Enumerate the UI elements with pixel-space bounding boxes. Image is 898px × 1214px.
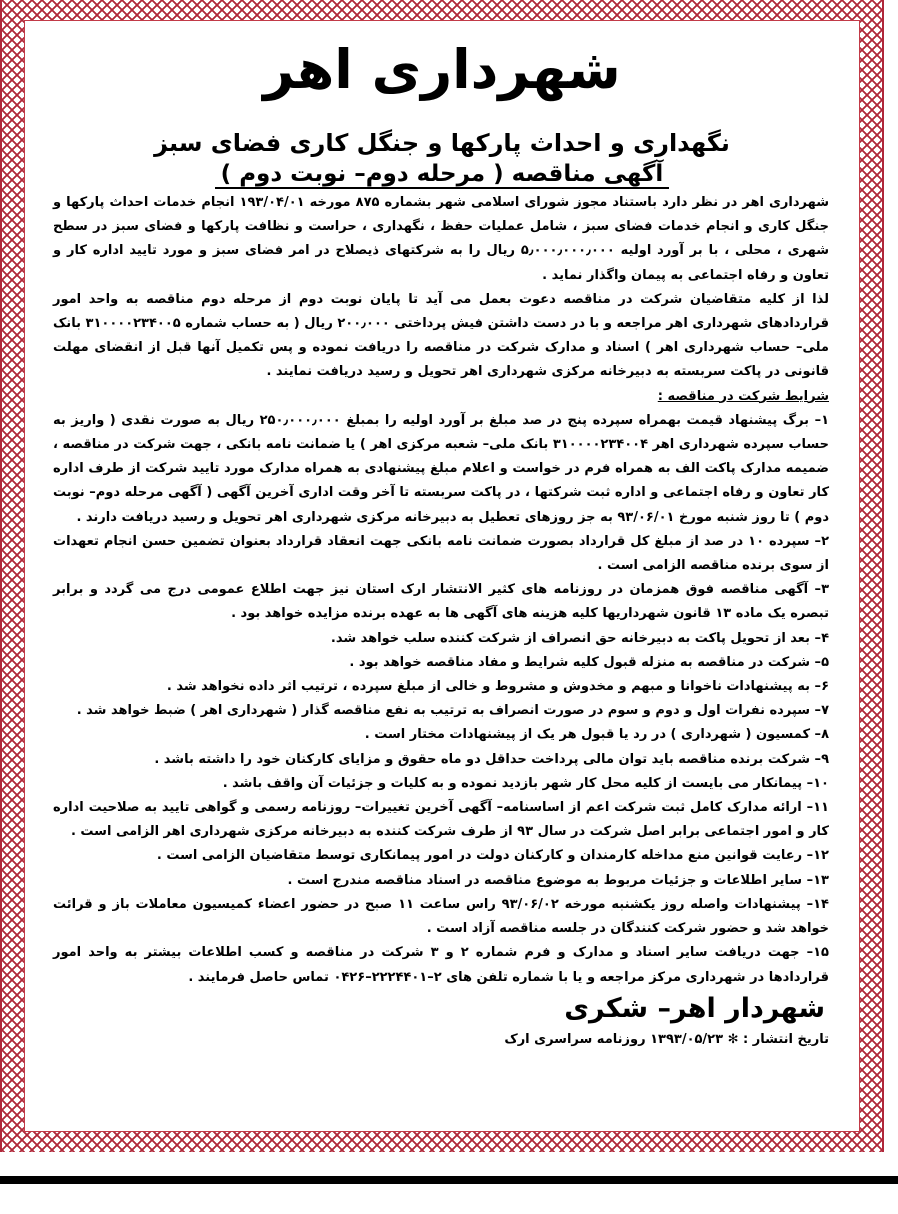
signature: شهردار اهر– شکری [564, 992, 825, 1024]
notice-heading-text: آگهی مناقصه ( مرحله دوم– نوبت دوم ) [215, 161, 670, 189]
page-bottom-rule [0, 1176, 898, 1184]
condition-item: ۱۳– سایر اطلاعات و جزئیات مربوط به موضوع مناقصه در اسناد مناقصه مندرج است . [287, 872, 829, 888]
notice-subtitle: نگهداری و احداث پارکها و جنگل کاری فضای سبز [154, 129, 730, 157]
notice-panel [24, 20, 860, 1132]
condition-item: ۱۵– جهت دریافت سایر اسناد و مدارک و فرم شماره ۲ و ۳ شرکت در مناقصه و کسب اطلاعات بیشتر به واحد امور قراردادها در شهرداری مرکز مراجعه و یا با شماره تلفن های ۲–۲۲۲۴۴۰۱–۰۴۲۶ تماس حاصل فرمایند . [53, 945, 829, 985]
condition-item: ۱۴– پیشنهادات واصله روز یکشنبه مورخه ۹۳/۰۶/۰۲ راس ساعت ۱۱ صبح در حضور اعضاء کمیسیون معاملات باز و قرائت خواهد شد و حضور شرکت کنندگان در جلسه مناقصه آزاد است . [53, 896, 829, 937]
condition-item: ۶– به پیشنهادات ناخوانا و مبهم و مخدوش و مشروط و خالی از مبلغ سپرده ، ترتیب اثر داده نخواهد شد . [166, 679, 829, 695]
publication-date: تاریخ انتشار : ✻ ۱۳۹۳/۰۵/۲۳ روزنامه سراسری ارک [504, 1031, 829, 1047]
condition-item: ۲– سپرده ۱۰ در صد از مبلغ کل قرارداد بصورت ضمانت نامه بانکی جهت انعقاد قرارداد بعنوان تضمین حسن انجام تعهدات از سوی برنده مناقصه الزامی است . [53, 533, 829, 574]
notice-heading [25, 159, 859, 189]
conditions-list [53, 409, 829, 990]
condition-item: ۸– کمسیون ( شهرداری ) در رد یا قبول هر یک از پیشنهادات مختار است . [364, 727, 829, 743]
page-title: شهرداری اهر [263, 38, 621, 101]
condition-item: ۱۲– رعایت قوانین منع مداخله کارمندان و کارکنان دولت در امور پیمانکاری توسط متقاضیان الزامی است . [156, 848, 829, 864]
invitation-paragraph: لذا از کلیه متقاضیان شرکت در مناقصه دعوت بعمل می آید تا پایان نوبت دوم از مرحله دوم مناقصه به واحد امور قراردادهای شهرداری اهر مراجعه و با در دست داشتن فیش پرداختی ۲۰۰٫۰۰۰ ریال ( به حساب شماره ۳۱۰۰۰۰۲۳۴۰۰۵ بانک ملی– حساب شهرداری اهر ) اسناد و مدارک شرکت در مناقصه را دریافت نموده و پس تکمیل آنها قبل از انقضای مهلت قانونی در پاکت سربسته به دبیرخانه مرکزی شهرداری اهر تحویل و رسید دریافت نمایند . [53, 291, 829, 380]
condition-item: ۹– شرکت برنده مناقصه باید توان مالی پرداخت حداقل دو ماه حقوق و مزایای کارکنان خود را داشته باشد . [154, 751, 829, 767]
condition-item: ۴– بعد از تحویل پاکت به دبیرخانه حق انصراف از شرکت کننده سلب خواهد شد. [330, 630, 829, 646]
notice-body [25, 189, 859, 1052]
condition-item: ۱۰– پیمانکار می بایست از کلیه محل کار شهر بازدید نموده و به کلیات و جزئیات آن واقف باشد . [222, 775, 829, 791]
condition-item: ۳– آگهی مناقصه فوق همزمان در روزنامه های کثیر الانتشار ارک استان نیز جهت اطلاع عمومی درج می گردد و برابر تبصره یک ماده ۱۳ قانون شهرداریها کلیه هزینه های آگهی ها به عهده برنده مزایده خواهد بود . [53, 582, 829, 622]
condition-item: ۷– سپرده نفرات اول و دوم و سوم در صورت انصراف به ترتیب به نفع مناقصه گذار ( شهرداری اهر ) ضبط خواهد شد . [76, 703, 829, 719]
condition-item: ۱۱– ارائه مدارک کامل ثبت شرکت اعم از اساسنامه– آگهی آخرین تغییرات– روزنامه رسمی و گواهی تایید به صلاحیت اداره کار و امور اجتماعی برابر اصل شرکت در سال ۹۳ از طرف شرکت کننده به دبیرخانه مرکزی شهرداری اهر الزامی است . [53, 800, 829, 840]
intro-paragraph: شهرداری اهر در نظر دارد باستناد مجوز شورای اسلامی شهر بشماره ۸۷۵ مورخه ۱۹۳/۰۴/۰۱ انجام خدمات احداث پارکها و جنگل کاری و انجام خدمات فضای سبز ، شامل عملیات حفظ ، نگهداری ، حراست و نظافت پارکها و فضای سبز در سطح شهری ، محلی ، با بر آورد اولیه ۵٫۰۰۰٫۰۰۰٫۰۰۰ ریال را به شرکتهای ذیصلاح در امر فضای سبز و مورد تایید اداره کار و تعاون و رفاه اجتماعی به پیمان واگذار نماید . [53, 195, 829, 283]
conditions-title: شرایط شرکت در مناقصه : [657, 388, 829, 404]
condition-item: ۱– برگ پیشنهاد قیمت بهمراه سپرده پنج در صد مبلغ بر آورد اولیه را بمبلغ ۲۵۰٫۰۰۰٫۰۰۰ ریال به صورت نقدی ( واریز به حساب سپرده شهرداری اهر ۳۱۰۰۰۰۲۳۴۰۰۴ بانک ملی– شعبه مرکزی اهر ) یا ضمانت نامه بانکی ، جهت شرکت در مناقصه ، ضمیمه مدارک پاکت الف به همراه فرم در خواست و اعلام مبلغ پیشنهادی به همراه مدارک مورد تایید شرکت از طرف اداره کار تعاون و رفاه اجتماعی و اداره ثبت شرکتها ، در پاکت سربسته تا آخر وقت اداری آخرین آگهی ( آگهی مرحله دوم– نوبت دوم ) تا روز شنبه مورخ ۹۳/۰۶/۰۱ به جز روزهای تعطیل به دبیرخانه مرکزی شهرداری اهر تحویل و رسید دریافت دارند . [53, 412, 830, 525]
condition-item: ۵– شرکت در مناقصه به منزله قبول کلیه شرایط و مفاد مناقصه خواهد بود . [349, 654, 829, 670]
